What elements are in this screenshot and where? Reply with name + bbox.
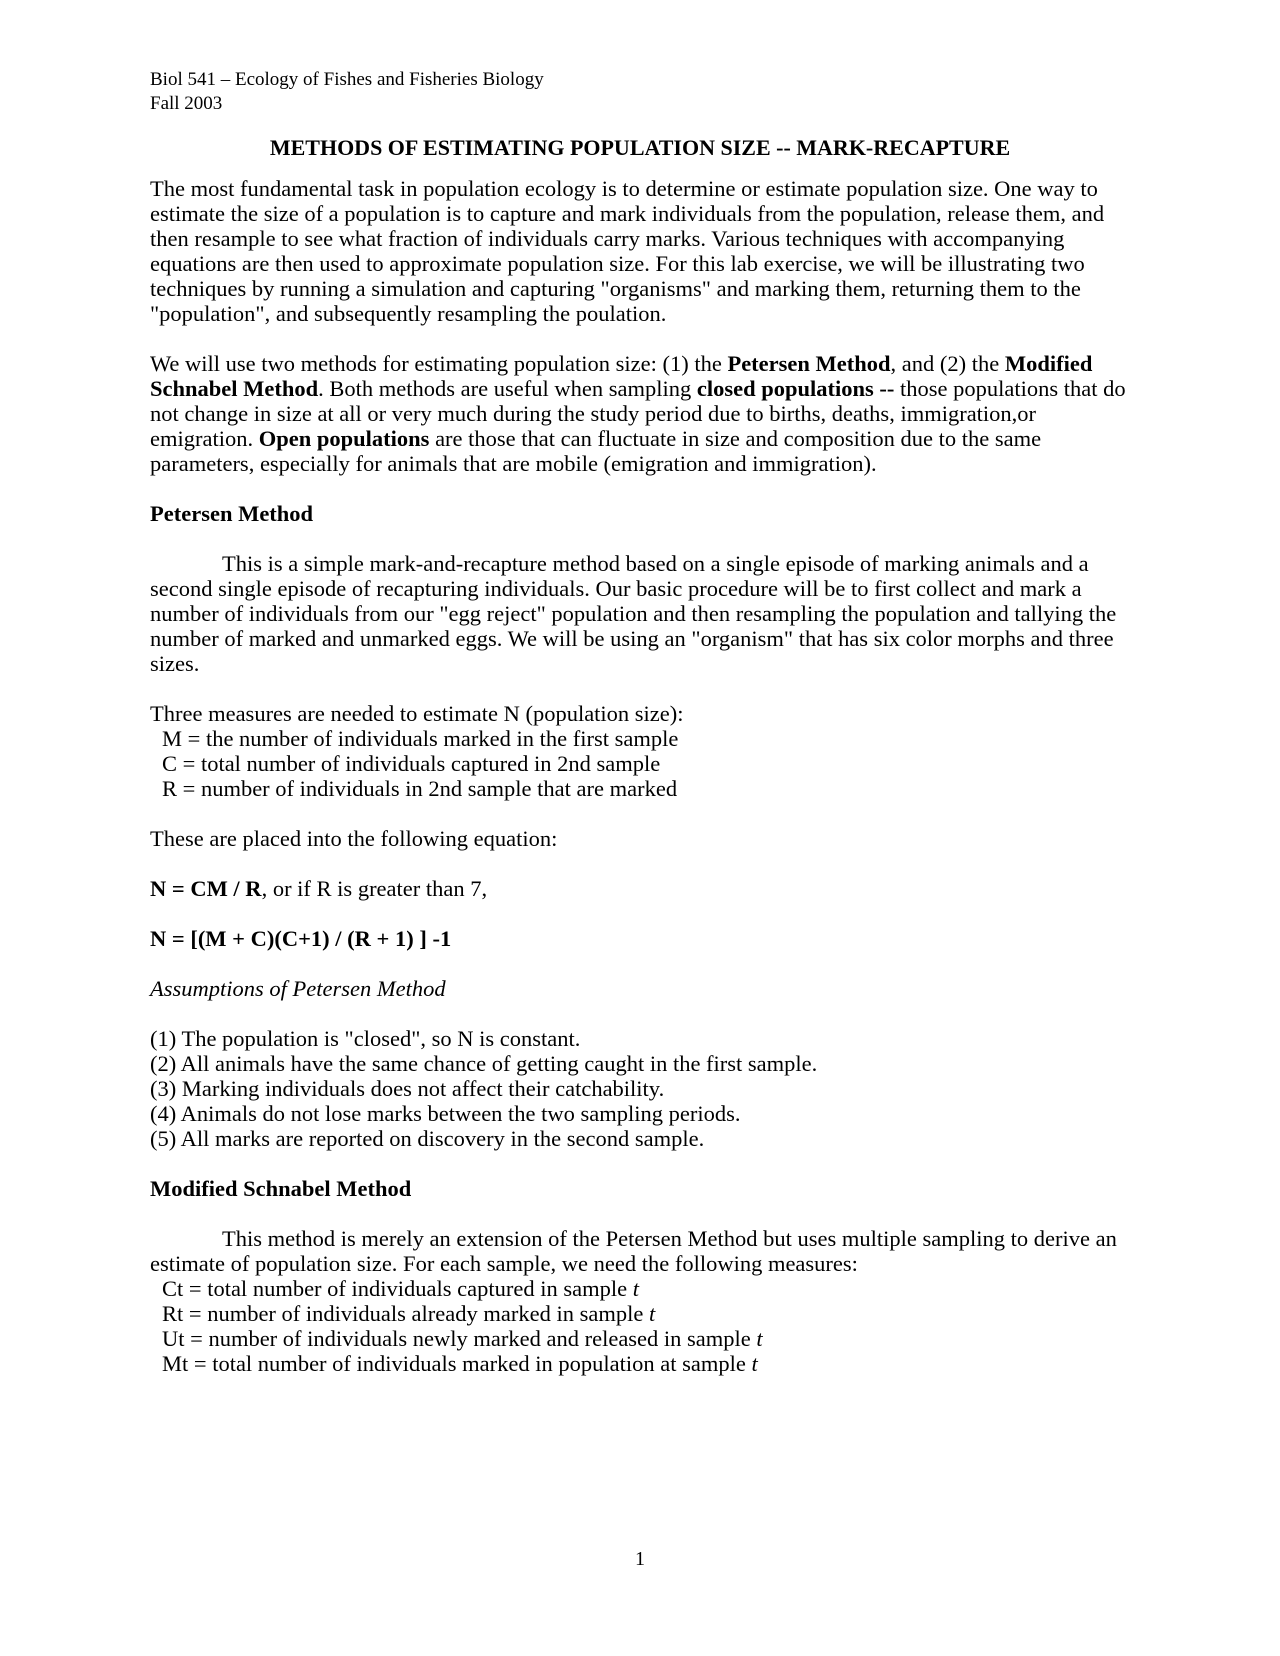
measure-ut-text: Ut = number of individuals newly marked and released in sample	[162, 1326, 757, 1351]
assumption-1: (1) The population is "closed", so N is constant.	[150, 1026, 581, 1051]
equation-basic-condition: , or if R is greater than 7,	[261, 876, 488, 901]
methods-text-3: . Both methods are useful when sampling	[318, 376, 697, 401]
measure-c: C = total number of individuals captured in 2nd sample	[162, 751, 661, 776]
intro-paragraph: The most fundamental task in population ecology is to determine or estimate population size. One way to estimate the size of a population is to capture and mark individuals from the population, release them, and then resample to see what fraction of individuals carry marks. Various techniques with accompanying equations are then used to approximate population size. For this lab exercise, we will be illustrating two techniques by running a simulation and capturing "organisms" and marking them, returning them to the "population", and subsequently resampling the poulation.	[150, 176, 1105, 326]
measure-m: M = the number of individuals marked in the first sample	[162, 726, 679, 751]
course-term: Fall 2003	[150, 93, 223, 114]
equation-adjusted	[150, 926, 1130, 951]
methods-text-2: , and (2) the	[890, 351, 1005, 376]
assumptions-heading: Assumptions of Petersen Method	[150, 976, 446, 1001]
schnabel-description: This method is merely an extension of the Petersen Method but uses multiple sampling to derive an estimate of population size. For each sample, we need the following measures:	[150, 1226, 1117, 1276]
measure-rt-var: t	[648, 1301, 656, 1326]
methods-text-1: We will use two methods for estimating population size: (1) the	[150, 351, 728, 376]
methods-bold-schnabel: Modified Schnabel Method	[150, 351, 1093, 401]
petersen-heading: Petersen Method	[150, 501, 314, 526]
equation-adjusted-formula: N = [(M + C)(C+1) / (R + 1) ] -1	[150, 926, 452, 951]
measure-mt-text: Mt = total number of individuals marked in population at sample	[162, 1351, 752, 1376]
measure-r: R = number of individuals in 2nd sample that are marked	[162, 776, 678, 801]
assumptions-list	[150, 1026, 1130, 1151]
schnabel-section	[150, 1226, 1130, 1376]
assumption-4: (4) Animals do not lose marks between the two sampling periods.	[150, 1101, 741, 1126]
petersen-description: This is a simple mark-and-recapture method based on a single episode of marking animals and a second single episode of recapturing individuals. Our basic procedure will be to first collect and mark a number of individuals from our "egg reject" population and then resampling the population and tallying the number of marked and unmarked eggs. We will be using an "organism" that has six color morphs and three sizes.	[150, 551, 1117, 676]
document-header	[150, 68, 1130, 116]
document-title: METHODS OF ESTIMATING POPULATION SIZE -- MARK-RECAPTURE	[269, 135, 1011, 160]
methods-bold-closed: closed populations --	[696, 376, 895, 401]
course-name: Biol 541 – Ecology of Fishes and Fisheries Biology	[150, 69, 544, 90]
equation-intro: These are placed into the following equation:	[150, 826, 558, 851]
methods-text-5: are those that can fluctuate in size and composition due to the same parameters, especially for animals that are mobile (emigration and immigration).	[150, 426, 1042, 476]
page-number: 1	[635, 1548, 645, 1570]
methods-text-4: those populations that do not change in size at all or very much during the study period due to births, deaths, immigration,or emigration.	[150, 376, 1126, 451]
measure-rt	[150, 1301, 1130, 1326]
assumption-3: (3) Marking individuals does not affect their catchability.	[150, 1076, 665, 1101]
measure-ut-var: t	[756, 1326, 763, 1351]
measure-ct-text: Ct = total number of individuals captured in sample	[162, 1276, 633, 1301]
schnabel-heading: Modified Schnabel Method	[150, 1176, 412, 1201]
measure-ct	[150, 1276, 1130, 1301]
measure-ct-var: t	[632, 1276, 639, 1301]
methods-paragraph	[150, 351, 1130, 476]
measure-mt	[150, 1351, 1130, 1376]
measure-ut	[150, 1326, 1130, 1351]
petersen-measures	[150, 701, 1130, 801]
measure-rt-text: Rt = number of individuals already marked in sample	[162, 1301, 649, 1326]
equation-basic	[150, 876, 1130, 901]
assumption-5: (5) All marks are reported on discovery in the second sample.	[150, 1126, 705, 1151]
methods-bold-petersen: Petersen Method	[727, 351, 891, 376]
methods-bold-open: Open populations	[258, 426, 430, 451]
equation-basic-formula: N = CM / R	[150, 876, 262, 901]
assumption-2: (2) All animals have the same chance of getting caught in the first sample.	[150, 1051, 818, 1076]
measure-mt-var: t	[751, 1351, 758, 1376]
document-page	[150, 68, 1130, 1401]
measures-intro: Three measures are needed to estimate N (population size):	[150, 701, 684, 726]
